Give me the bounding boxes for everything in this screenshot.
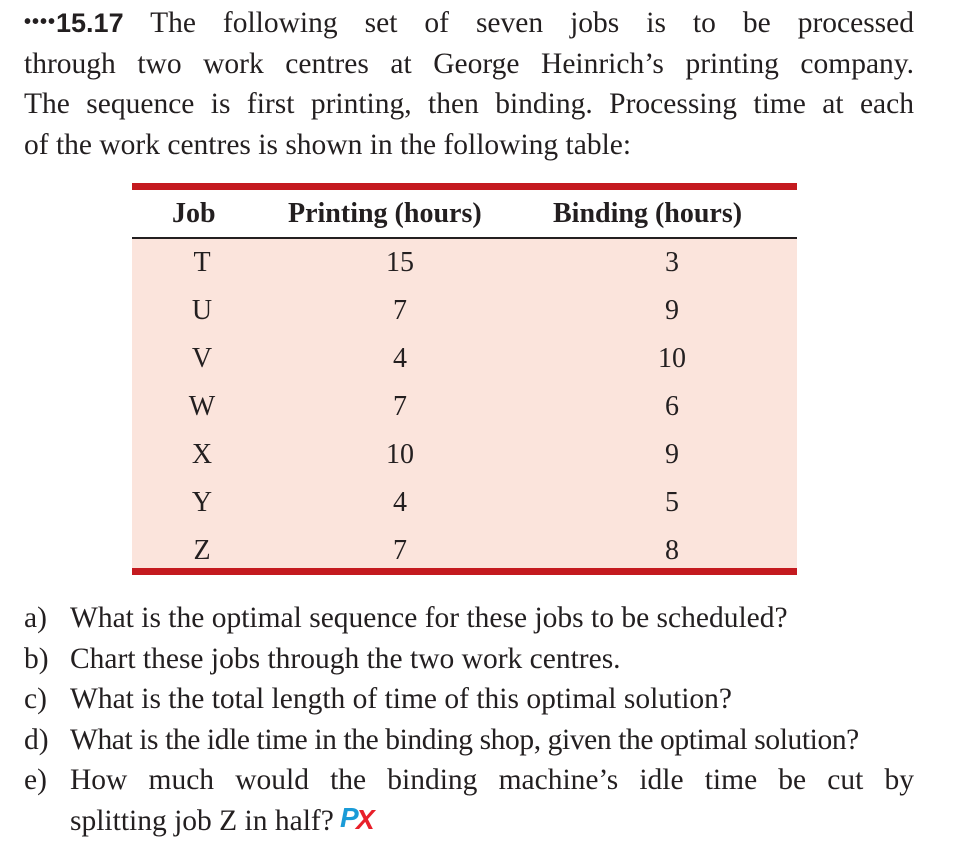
cell-job: Z bbox=[193, 535, 211, 566]
header-binding: Binding (hours) bbox=[553, 198, 743, 229]
cell-printing: 15 bbox=[386, 247, 414, 278]
question-label: b) bbox=[24, 642, 49, 675]
question-text: What is the optimal sequence for these jobs to be scheduled? bbox=[70, 602, 788, 634]
cell-job: Y bbox=[191, 487, 213, 518]
cell-printing: 10 bbox=[386, 439, 414, 470]
question-label: e) bbox=[24, 764, 47, 796]
svg-text:X: X bbox=[355, 803, 375, 832]
question-e bbox=[24, 760, 914, 841]
px-logo-icon bbox=[340, 802, 392, 832]
cell-printing: 7 bbox=[393, 295, 407, 326]
table-header bbox=[132, 190, 797, 239]
cell-job: U bbox=[191, 295, 213, 326]
cell-binding: 10 bbox=[658, 343, 686, 374]
cell-job: T bbox=[193, 247, 211, 278]
intro-line-2: through two work centres at George Heinrich’s printing company. bbox=[24, 47, 914, 80]
cell-printing: 4 bbox=[393, 343, 407, 374]
cell-job: X bbox=[191, 439, 213, 470]
question-b bbox=[24, 639, 914, 680]
intro-line-4: of the work centres is shown in the following table: bbox=[24, 128, 632, 161]
problem-number: 15.17 bbox=[56, 8, 124, 38]
header-job: Job bbox=[172, 198, 216, 229]
cell-binding: 6 bbox=[665, 391, 679, 422]
cell-printing: 7 bbox=[393, 535, 407, 566]
cell-printing: 7 bbox=[393, 391, 407, 422]
cell-binding: 5 bbox=[665, 487, 679, 518]
question-d bbox=[24, 720, 914, 761]
intro-line-1: ••••15.17 The following set of seven jobs is to be processed bbox=[24, 7, 915, 39]
cell-binding: 3 bbox=[665, 247, 679, 278]
cell-binding: 9 bbox=[665, 295, 679, 326]
question-c bbox=[24, 679, 914, 720]
question-a bbox=[24, 598, 914, 639]
question-text-continued: splitting job Z in half? P X bbox=[70, 805, 392, 837]
svg-text:P: P bbox=[339, 801, 359, 832]
question-text: Chart these jobs through the two work centres. bbox=[70, 642, 621, 675]
question-label: a) bbox=[24, 602, 47, 634]
cell-job: V bbox=[191, 343, 213, 374]
question-text: What is the idle time in the binding shop, given the optimal solution? bbox=[70, 723, 859, 756]
question-list bbox=[24, 598, 914, 841]
intro-line-3: The sequence is first printing, then binding. Processing time at each bbox=[24, 88, 914, 120]
cell-job: W bbox=[188, 391, 216, 422]
question-text: How much would the binding machine’s idle time be cut by bbox=[70, 764, 914, 796]
problem-intro bbox=[24, 2, 914, 165]
question-label: d) bbox=[24, 723, 49, 756]
cell-printing: 4 bbox=[393, 487, 407, 518]
cell-binding: 8 bbox=[665, 535, 679, 566]
question-text: What is the total length of time of this optimal solution? bbox=[70, 683, 733, 715]
question-label: c) bbox=[24, 683, 47, 715]
difficulty-dots: •••• bbox=[24, 11, 57, 33]
cell-binding: 9 bbox=[665, 439, 679, 470]
processing-time-table bbox=[132, 183, 797, 575]
header-printing: Printing (hours) bbox=[288, 198, 482, 229]
